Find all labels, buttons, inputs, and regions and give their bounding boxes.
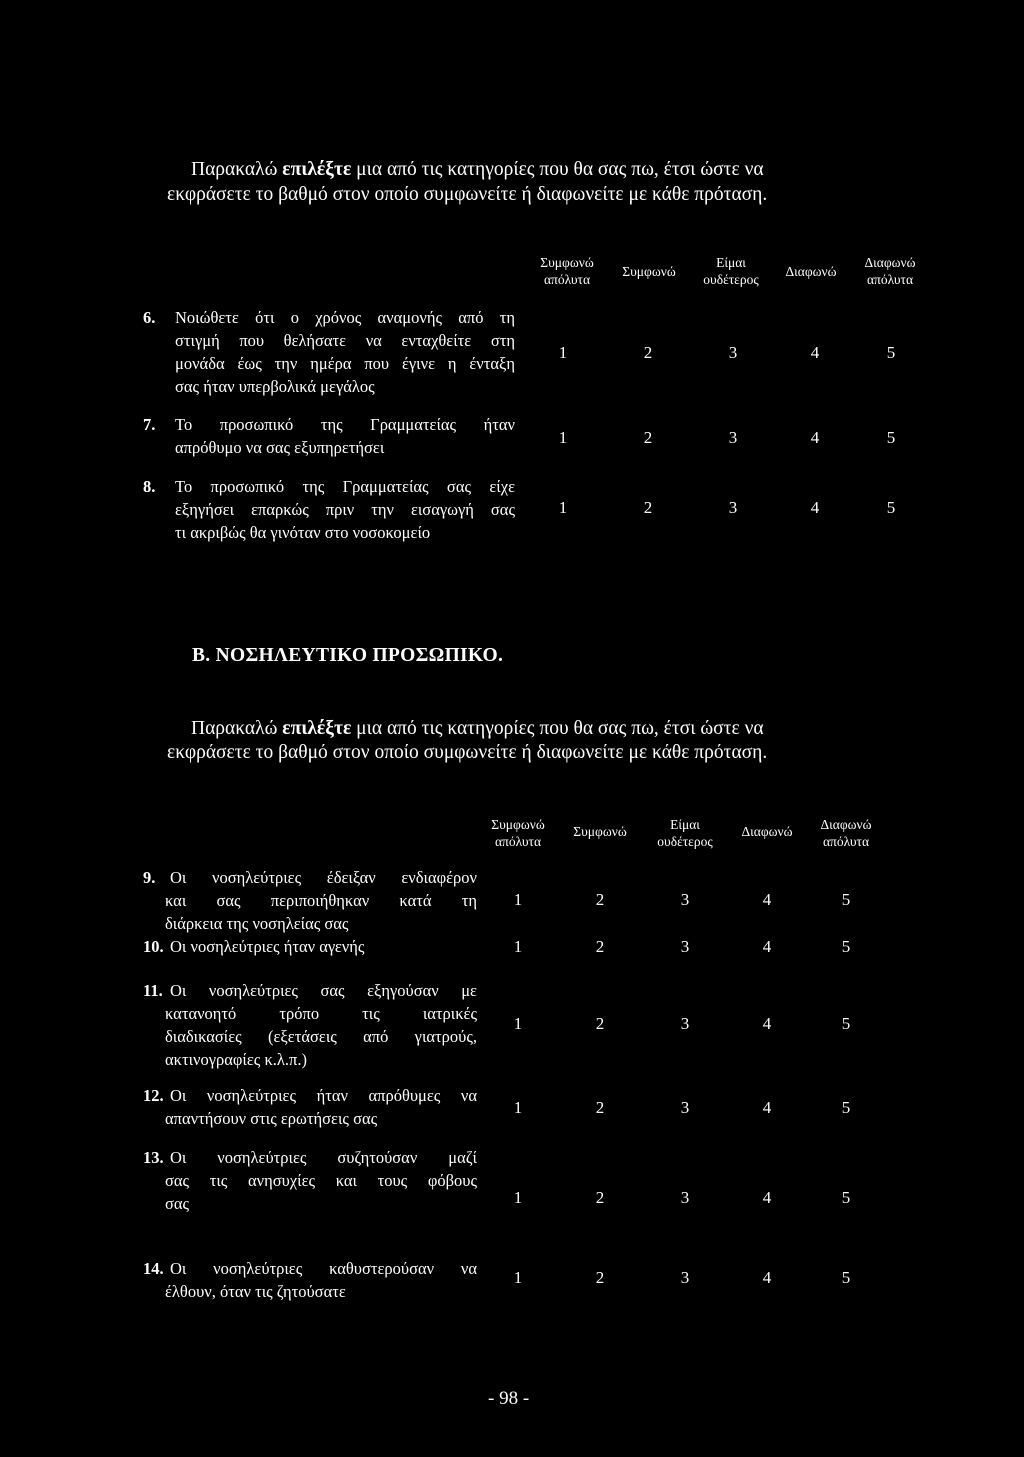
question-number: 13.	[143, 1148, 164, 1167]
scale-header-line: Είμαι	[716, 255, 746, 270]
question-text-line: Το προσωπικό της Γραμματείας ήταν	[175, 415, 515, 434]
question-number: 11.	[143, 981, 163, 1000]
instruction-a-line1: Παρακαλώ επιλέξτε μια από τις κατηγορίες που θα σας πω, έτσι ώστε να	[191, 159, 764, 180]
question-text-line: Νοιώθετε ότι ο χρόνος αναμονής από τη	[175, 308, 515, 327]
question-text-line: ακτινογραφίες κ.λ.π.)	[165, 1050, 307, 1069]
scale-option: 4	[762, 1188, 772, 1207]
question-text-line: διάρκεια της νοσηλείας σας	[165, 914, 349, 933]
scale-option: 5	[886, 428, 896, 447]
question-text-line: Οι νοσηλεύτριες ήταν αγενής	[170, 937, 365, 956]
scale-option: 5	[841, 1014, 851, 1033]
scale-option: 3	[680, 890, 690, 909]
question-text-line: απαντήσουν στις ερωτήσεις σας	[165, 1109, 378, 1128]
question-number: 9.	[143, 868, 156, 887]
scale-header-line: ουδέτερος	[657, 834, 713, 849]
scale-header-line: Διαφωνώ	[864, 255, 916, 270]
question-text-line: εξηγήσει επαρκώς πριν την εισαγωγή σας	[175, 500, 515, 519]
scale-option: 3	[680, 937, 690, 956]
scale-header-line: Συμφωνώ	[491, 817, 545, 832]
scale-option: 4	[810, 498, 820, 517]
scale-option: 3	[728, 428, 738, 447]
scale-option: 2	[595, 1014, 605, 1033]
instruction-b-line2: εκφράσετε το βαθμό στον οποίο συμφωνείτε ή διαφωνείτε με κάθε πρόταση.	[167, 742, 768, 763]
scale-option: 4	[762, 890, 772, 909]
scale-option: 5	[886, 343, 896, 362]
scale-option: 2	[595, 1188, 605, 1207]
question-number: 10.	[143, 937, 164, 956]
scale-option: 2	[643, 498, 653, 517]
scale-option: 1	[558, 343, 568, 362]
scale-header-line: απόλυτα	[822, 834, 870, 849]
question-text	[175, 306, 515, 398]
instruction-a-line2: εκφράσετε το βαθμό στον οποίο συμφωνείτε ή διαφωνείτε με κάθε πρόταση.	[167, 184, 768, 205]
question-text-line: Οι νοσηλεύτριες έδειξαν ενδιαφέρον	[170, 868, 477, 887]
scale-header-line: Διαφωνώ	[820, 817, 872, 832]
scale-header-line: ουδέτερος	[703, 272, 759, 287]
scale-header-line: Συμφωνώ	[573, 824, 627, 839]
question-text-line: Οι νοσηλεύτριες σας εξηγούσαν με	[170, 981, 477, 1000]
scale-header-line: απόλυτα	[543, 272, 591, 287]
scale-option: 2	[643, 343, 653, 362]
scale-header-line: απόλυτα	[494, 834, 542, 849]
scale-header	[796, 816, 896, 850]
scale-option: 3	[680, 1014, 690, 1033]
scale-header-line: Συμφωνώ	[622, 264, 676, 279]
scale-option: 3	[680, 1098, 690, 1117]
scale-option: 4	[810, 428, 820, 447]
question-number: 12.	[143, 1086, 164, 1105]
scale-option: 4	[762, 1098, 772, 1117]
scale-option: 5	[886, 498, 896, 517]
scale-header-line: απόλυτα	[866, 272, 914, 287]
scale-option: 3	[680, 1268, 690, 1287]
scale-option: 1	[558, 498, 568, 517]
question-text-line: απρόθυμο να σας εξυπηρετήσει	[175, 438, 385, 457]
question-text-line: κατανοητό τρόπο τις ιατρικές	[165, 1004, 477, 1023]
scale-option: 1	[513, 890, 523, 909]
scale-option: 5	[841, 937, 851, 956]
question-number: 7.	[143, 415, 156, 434]
scale-option: 2	[595, 1268, 605, 1287]
page-number: - 98 -	[488, 1388, 530, 1409]
question-text-line: μονάδα έως την ημέρα που έγινε η ένταξη	[175, 354, 515, 373]
question-number: 14.	[143, 1259, 164, 1278]
scale-option: 4	[762, 1268, 772, 1287]
question-text	[175, 475, 515, 544]
scale-option: 2	[595, 890, 605, 909]
scale-option: 5	[841, 1188, 851, 1207]
scale-option: 2	[643, 428, 653, 447]
question-text-line: στιγμή που θελήσατε να ενταχθείτε στη	[175, 331, 515, 350]
scale-header-line: Διαφωνώ	[785, 264, 837, 279]
question-text	[165, 1146, 477, 1215]
question-number: 6.	[143, 308, 156, 327]
question-text-line: έλθουν, όταν τις ζητούσατε	[165, 1282, 346, 1301]
question-text-line: Οι νοσηλεύτριες καθυστερούσαν να	[170, 1259, 477, 1278]
question-text-line: σας τις ανησυχίες και τους φόβους	[165, 1171, 477, 1190]
scale-option: 4	[762, 937, 772, 956]
question-text	[165, 866, 477, 935]
scale-option: 4	[810, 343, 820, 362]
question-text-line: σας ήταν υπερβολικά μεγάλος	[175, 377, 375, 396]
scale-option: 5	[841, 890, 851, 909]
scale-header-line: Διαφωνώ	[741, 824, 793, 839]
scale-option: 1	[513, 937, 523, 956]
question-text	[165, 935, 477, 958]
question-number: 8.	[143, 477, 156, 496]
question-text-line: Οι νοσηλεύτριες ήταν απρόθυμες να	[170, 1086, 477, 1105]
scale-option: 3	[680, 1188, 690, 1207]
scale-header-line: Συμφωνώ	[540, 255, 594, 270]
question-text-line: Το προσωπικό της Γραμματείας σας είχε	[175, 477, 515, 496]
scale-option: 2	[595, 1098, 605, 1117]
scale-option: 1	[558, 428, 568, 447]
question-text-line: Οι νοσηλεύτριες συζητούσαν μαζί	[170, 1148, 477, 1167]
question-text-line: και σας περιποιήθηκαν κατά τη	[165, 891, 477, 910]
question-text	[175, 413, 515, 459]
scale-option: 1	[513, 1014, 523, 1033]
question-text-line: διαδικασίες (εξετάσεις από γιατρούς,	[165, 1027, 477, 1046]
question-text-line: τι ακριβώς θα γινόταν στο νοσοκομείο	[175, 523, 431, 542]
scale-header-line: Είμαι	[670, 817, 700, 832]
scale-option: 1	[513, 1188, 523, 1207]
scale-option: 3	[728, 498, 738, 517]
scale-option: 4	[762, 1014, 772, 1033]
scale-option: 3	[728, 343, 738, 362]
section-b-title: Β. ΝΟΣΗΛΕΥΤΙΚΟ ΠΡΟΣΩΠΙΚΟ.	[192, 645, 504, 666]
question-text	[165, 1257, 477, 1303]
scale-option: 1	[513, 1098, 523, 1117]
question-text-line: σας	[165, 1194, 190, 1213]
question-text	[165, 979, 477, 1071]
question-text	[165, 1084, 477, 1130]
scale-option: 5	[841, 1098, 851, 1117]
scale-header	[840, 254, 940, 288]
instruction-b-line1: Παρακαλώ επιλέξτε μια από τις κατηγορίες που θα σας πω, έτσι ώστε να	[191, 718, 764, 739]
scale-option: 2	[595, 937, 605, 956]
scale-option: 5	[841, 1268, 851, 1287]
scale-option: 1	[513, 1268, 523, 1287]
